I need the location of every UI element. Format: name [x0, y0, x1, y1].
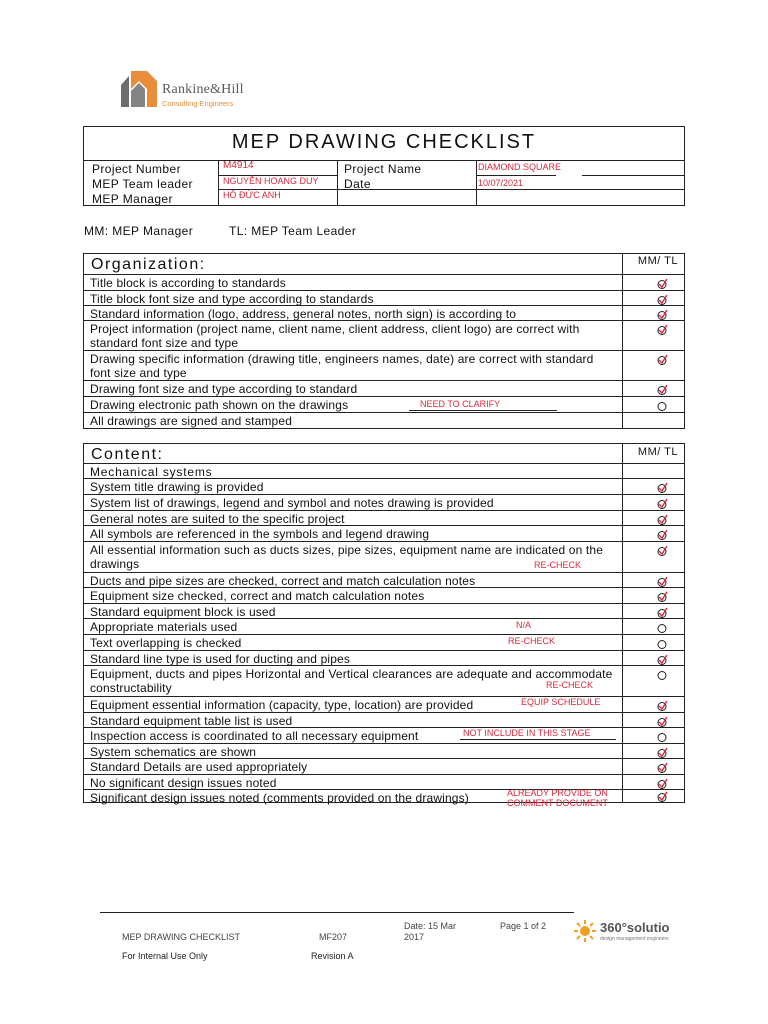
checklist-row — [84, 665, 684, 696]
mep-team-leader-value[interactable]: NGUYỄN HOANG DUY — [223, 176, 319, 186]
checklist-row — [84, 494, 684, 510]
checked-icon[interactable] — [656, 384, 668, 396]
checked-icon[interactable] — [656, 591, 668, 603]
subheading-row — [84, 463, 684, 478]
handwritten-note: NOT INCLUDE IN THIS STAGE — [463, 728, 591, 738]
mep-team-leader-label: MEP Team leader — [92, 177, 193, 191]
checklist-row — [84, 510, 684, 525]
checklist-item-text: System title drawing is provided — [90, 480, 264, 494]
checklist-row — [84, 788, 684, 808]
footer-date: Date: 15 Mar 2017 — [404, 921, 457, 942]
checklist-item-text: Equipment size checked, correct and match calculation notes — [90, 589, 425, 603]
unchecked-circle-icon[interactable] — [656, 622, 668, 634]
organization-table — [83, 253, 685, 429]
checklist-row — [84, 774, 684, 789]
checklist-row — [84, 696, 684, 712]
footer-internal-use: For Internal Use Only — [122, 951, 208, 961]
checklist-row — [84, 290, 684, 305]
checklist-row — [84, 274, 684, 290]
logo-360-sub: design management engineers — [600, 936, 669, 942]
subheading-mechanical-systems: Mechanical systems — [90, 465, 213, 479]
content-title: Content: — [91, 446, 164, 463]
checklist-item-text: Appropriate materials used — [90, 620, 238, 634]
rankine-hill-logo-icon — [121, 71, 157, 107]
checklist-item-text: Standard equipment table list is used — [90, 714, 293, 728]
checklist-item-text: No significant design issues noted — [90, 776, 277, 790]
checklist-row — [84, 350, 684, 380]
project-name-value[interactable]: DIAMOND SQUARE — [478, 162, 562, 172]
abbreviation-tl: TL: MEP Team Leader — [229, 224, 357, 238]
organization-mm-tl-header: MM/ TL — [637, 255, 678, 267]
organization-title: Organization: — [91, 256, 206, 273]
checklist-item-text: All drawings are signed and stamped — [90, 414, 293, 428]
checklist-row — [84, 572, 684, 587]
footer-doc-title: MEP DRAWING CHECKLIST — [122, 932, 241, 942]
checklist-item-text: Ducts and pipe sizes are checked, correct and match calculation notes — [90, 574, 476, 588]
checklist-item-text: Drawing specific information (drawing title, engineers names, date) are correct with standard font size and type — [90, 352, 594, 380]
checklist-item-text: Standard line type is used for ducting and pipes — [90, 652, 351, 666]
checklist-row — [84, 478, 684, 494]
checklist-row — [84, 758, 684, 774]
checklist-item-text: Title block font size and type according to standards — [90, 292, 374, 306]
checked-icon[interactable] — [656, 791, 668, 803]
footer-page: Page 1 of 2 — [500, 921, 547, 931]
checked-icon[interactable] — [656, 498, 668, 510]
checklist-item-text: Inspection access is coordinated to all necessary equipment — [90, 729, 419, 743]
checklist-item-text: Text overlapping is checked — [90, 636, 242, 650]
unchecked-circle-icon[interactable] — [656, 669, 668, 681]
footer-divider — [100, 912, 574, 913]
handwritten-note: RE-CHECK — [508, 636, 556, 646]
logo-360-text: 360°solutio — [600, 920, 670, 935]
checklist-item-text: All symbols are referenced in the symbols and legend drawing — [90, 527, 430, 541]
handwritten-note: N/A — [516, 620, 532, 630]
checked-icon[interactable] — [656, 762, 668, 774]
page-title: MEP DRAWING CHECKLIST — [231, 131, 537, 153]
checklist-row — [84, 603, 684, 618]
checklist-row — [84, 650, 684, 665]
logo-name: Rankine&Hill — [162, 82, 244, 97]
project-number-value[interactable]: M4914 — [223, 160, 254, 171]
checklist-row — [84, 712, 684, 727]
checklist-row — [84, 320, 684, 350]
checklist-row — [84, 305, 684, 320]
footer-revision: Revision A — [311, 951, 354, 961]
checked-icon[interactable] — [656, 545, 668, 557]
handwritten-note: ALREADY PROVIDE ON COMMENT DOCUMENT — [507, 788, 608, 808]
checklist-item-text: Project information (project name, client name, client address, client logo) are correct with standard font size and type — [90, 322, 580, 350]
checklist-row — [84, 396, 684, 412]
checked-icon[interactable] — [656, 324, 668, 336]
checklist-item-text: All essential information such as ducts sizes, pipe sizes, equipment name are indicated on the drawings — [90, 543, 604, 571]
checked-icon[interactable] — [656, 529, 668, 541]
project-name-label: Project Name — [344, 162, 422, 176]
logo-subtitle: Consulting Engineers — [162, 99, 234, 108]
mep-manager-label: MEP Manager — [92, 192, 173, 206]
checklist-item-text: System list of drawings, legend and symbol and notes drawing is provided — [90, 496, 494, 510]
checked-icon[interactable] — [656, 700, 668, 712]
unchecked-circle-icon[interactable] — [656, 731, 668, 743]
unchecked-circle-icon[interactable] — [656, 400, 668, 412]
checklist-row — [84, 525, 684, 541]
checklist-row — [84, 618, 684, 634]
checklist-item-text: Standard Details are used appropriately — [90, 760, 308, 774]
checklist-item-text: Drawing electronic path shown on the drawings — [90, 398, 349, 412]
checklist-item-text: System schematics are shown — [90, 745, 257, 759]
checked-icon[interactable] — [656, 278, 668, 290]
checklist-row — [84, 634, 684, 650]
checklist-item-text: General notes are suited to the specific project — [90, 512, 345, 526]
checked-icon[interactable] — [656, 354, 668, 366]
checklist-item-text: Equipment essential information (capacity, type, location) are provided — [90, 698, 474, 712]
handwritten-note: NEED TO CLARIFY — [420, 399, 501, 409]
unchecked-circle-icon[interactable] — [656, 638, 668, 650]
date-value[interactable]: 10/07/2021 — [478, 178, 524, 188]
abbreviation-mm: MM: MEP Manager — [84, 224, 194, 238]
checklist-row — [84, 380, 684, 396]
checklist-item-text: Title block is according to standards — [90, 276, 286, 290]
header-box — [83, 126, 685, 206]
handwritten-note: RE-CHECK — [546, 680, 594, 690]
checklist-item-text: Drawing font size and type according to standard — [90, 382, 358, 396]
checklist-row — [84, 541, 684, 572]
footer-doc-code: MF207 — [319, 932, 348, 942]
checklist-row — [84, 743, 684, 758]
handwritten-note: RE-CHECK — [534, 560, 582, 570]
content-mm-tl-header: MM/ TL — [637, 446, 678, 458]
content-table — [83, 443, 685, 808]
checklist-item-text: Significant design issues noted (comments provided on the drawings) — [90, 791, 469, 805]
checklist-item-text: Equipment, ducts and pipes Horizontal and Vertical clearances are adequate and accommodate constructability — [90, 667, 613, 695]
checklist-item-text: Standard equipment block is used — [90, 605, 276, 619]
checklist-row — [84, 727, 684, 743]
checklist-row — [84, 412, 684, 429]
mep-manager-value[interactable]: HỒ ĐỨC ANH — [223, 190, 281, 200]
date-label: Date — [344, 177, 371, 191]
checklist-item-text: Standard information (logo, address, general notes, north sign) is according to — [90, 307, 517, 321]
handwritten-note: EQUIP SCHEDULE — [521, 697, 601, 707]
sun-logo-icon — [574, 920, 596, 942]
checked-icon[interactable] — [656, 482, 668, 494]
checklist-row — [84, 587, 684, 603]
project-number-label: Project Number — [92, 162, 181, 176]
